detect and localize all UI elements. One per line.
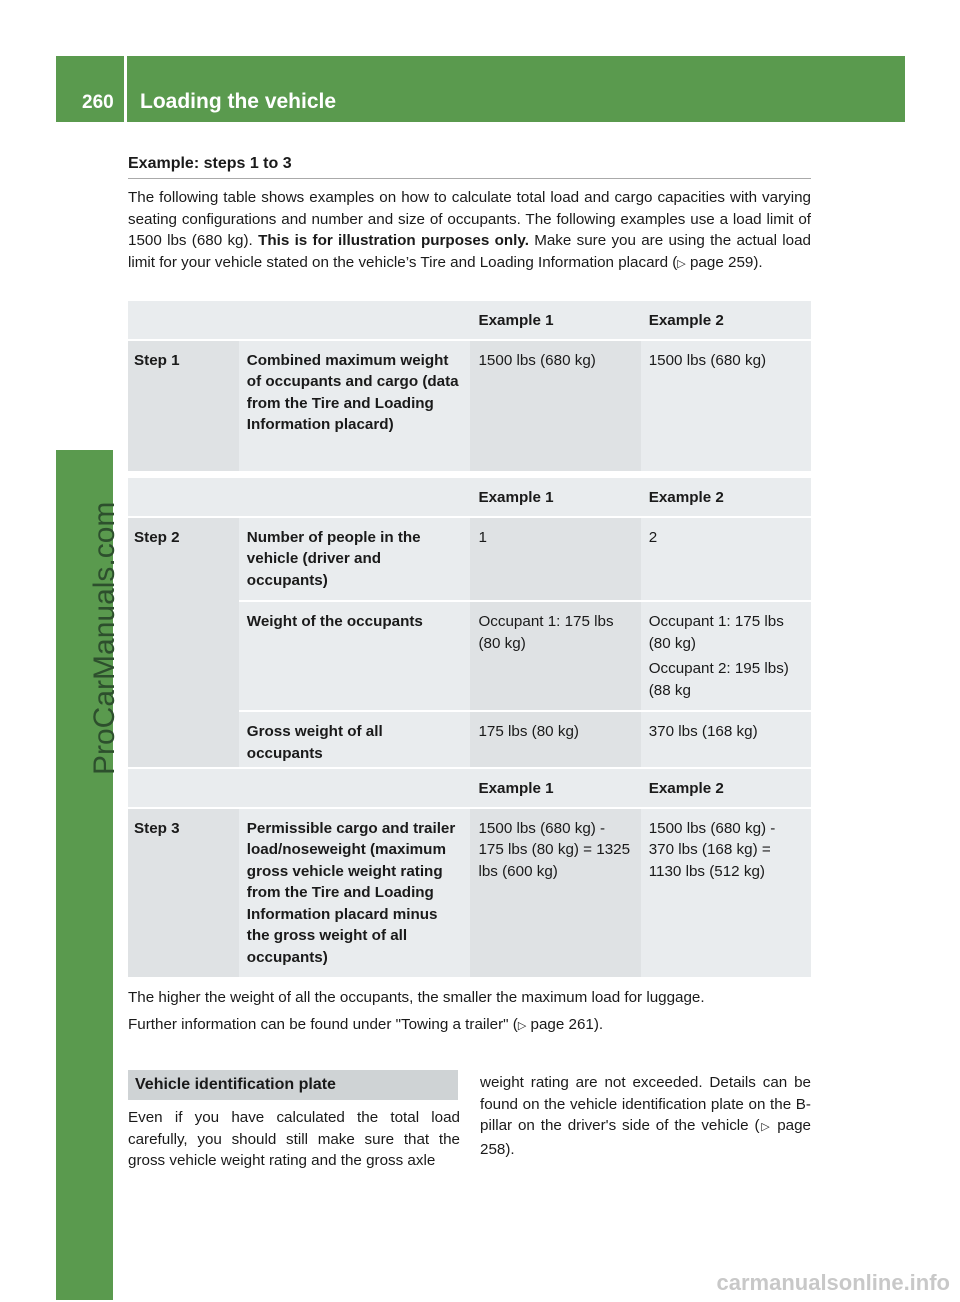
towing-text-1: Further information can be found under "Towing a trailer" ( [128, 1016, 518, 1033]
footer-watermark: carmanualsonline.info [716, 1270, 950, 1295]
page-ref-icon: ▷ [517, 1020, 527, 1032]
table-row [128, 808, 811, 978]
header-example-2: Example 2 [641, 300, 811, 340]
intro-text-3: page 259). [685, 253, 763, 271]
intro-text-2: Make sure you are using the actual load limit for your vehicle stated on the vehicle’s Tire and Loading Information placard ( [128, 232, 811, 271]
page-ref-icon: ▷ [759, 1121, 772, 1133]
vehicle-plate-heading: Vehicle identification plate [135, 1076, 336, 1093]
page-ref-icon: ▷ [677, 257, 686, 270]
right-text-2: page 258). [480, 1117, 811, 1158]
example-2-value [641, 601, 811, 711]
example-2-occupant-1: Occupant 1: 175 lbs (80 kg) [648, 613, 784, 652]
row-label: Permissible cargo and trailer load/noseweight (maximum gross vehicle weight rating from the Tire and Loading Information placard minus the gross weight of all occupants) [239, 808, 471, 978]
page-number: 260 [82, 92, 114, 113]
example-1-value: 1500 lbs (680 kg) [470, 340, 640, 471]
table-row [128, 340, 811, 471]
example-1-value: 1500 lbs (680 kg) - 175 lbs (80 kg) = 1325 lbs (600 kg) [470, 808, 640, 978]
step-label: Step 2 [128, 517, 239, 775]
example-2-value: 1500 lbs (680 kg) [641, 340, 811, 471]
chapter-title: Loading the vehicle [140, 90, 337, 113]
header-cell-empty [128, 300, 239, 340]
row-label: Combined maximum weight of occupants and cargo (data from the Tire and Loading Information placard) [239, 340, 471, 471]
section-divider [128, 178, 811, 179]
header-example-1: Example 1 [470, 768, 640, 808]
section-title: Example: steps 1 to 3 [128, 155, 292, 172]
table-header-row [128, 768, 811, 808]
table-header-row [128, 300, 811, 340]
table-step-2 [128, 476, 811, 774]
table-step-3 [128, 767, 811, 977]
towing-reference [128, 1014, 811, 1038]
example-2-value: 2 [641, 517, 811, 602]
table-row [128, 517, 811, 602]
example-2-value: 1500 lbs (680 kg) - 370 lbs (168 kg) = 1130 lbs (512 kg) [641, 808, 811, 978]
header-cell-empty [239, 300, 471, 340]
intro-text-1: The following table shows examples on how to calculate total load and cargo capacities with varying seating configurations and number and size of occupants. The following examples use a load limit of 1500 lbs (680 kg). [128, 189, 811, 249]
header-example-1: Example 1 [470, 477, 640, 517]
table-step-1 [128, 299, 811, 471]
row-label: Gross weight of all occupants [239, 711, 471, 774]
header-cell-empty [239, 768, 471, 808]
example-1-value: Occupant 1: 175 lbs (80 kg) [470, 601, 640, 711]
row-label: Weight of the occupants [239, 601, 471, 711]
intro-paragraph [128, 187, 811, 275]
intro-bold: This is for illustration purposes only. [258, 232, 529, 249]
table-header-row [128, 477, 811, 517]
example-1-value: 1 [470, 517, 640, 602]
header-example-2: Example 2 [641, 477, 811, 517]
sidebar-watermark: ProCarManuals.com [88, 501, 121, 775]
example-2-occupant-2: Occupant 2: 195 lbs) (88 kg [648, 660, 789, 699]
header-divider [124, 56, 127, 122]
vehicle-plate-left-text: Even if you have calculated the total load carefully, you should still make sure that the gross vehicle weight rating and the gross axle [128, 1109, 460, 1169]
header-cell-empty [239, 477, 471, 517]
example-1-value: 175 lbs (80 kg) [470, 711, 640, 774]
header-cell-empty [128, 768, 239, 808]
vehicle-plate-right-text [480, 1072, 811, 1160]
row-label: Number of people in the vehicle (driver and occupants) [239, 517, 471, 602]
header-example-1: Example 1 [470, 300, 640, 340]
header-example-2: Example 2 [641, 768, 811, 808]
step-label: Step 1 [128, 340, 239, 471]
luggage-note: The higher the weight of all the occupants, the smaller the maximum load for luggage. [128, 989, 705, 1006]
example-2-value: 370 lbs (168 kg) [641, 711, 811, 774]
towing-text-2: page 261). [526, 1016, 604, 1033]
step-label: Step 3 [128, 808, 239, 978]
header-cell-empty [128, 477, 239, 517]
right-text-1: weight rating are not exceeded. Details can be found on the vehicle identification plate on the B-pillar on the driver's side of the vehicle ( [480, 1074, 811, 1134]
